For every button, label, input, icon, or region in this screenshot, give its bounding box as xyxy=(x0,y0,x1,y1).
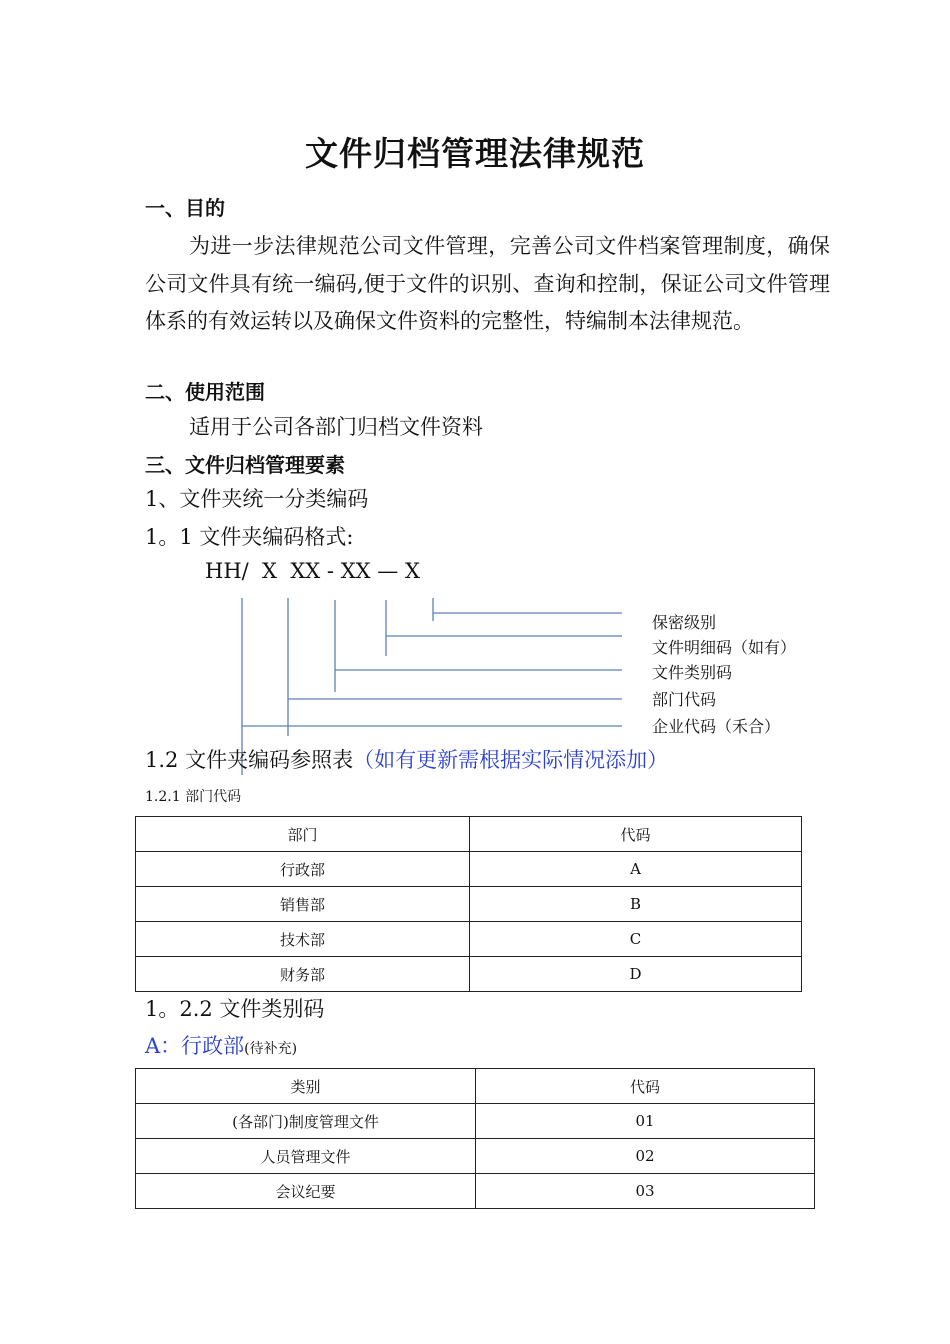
table-header-cell: 代码 xyxy=(470,817,802,852)
table-cell: A xyxy=(470,852,802,887)
table-cell: 行政部 xyxy=(136,852,470,887)
document-title: 文件归档管理法律规范 xyxy=(305,134,645,173)
label-enterprise-code: 企业代码（禾合） xyxy=(652,717,781,736)
subsection-1-1-heading: 1。1 文件夹编码格式: xyxy=(145,525,354,549)
subsection-1-2-2-heading: 1。2.2 文件类别码 xyxy=(145,997,325,1021)
table-header-row xyxy=(136,817,802,852)
table-row xyxy=(136,887,802,922)
department-code-table xyxy=(135,816,802,992)
category-prefix: A： xyxy=(145,1034,182,1058)
subsection-1-2-note: （如有更新需根据实际情况添加） xyxy=(353,748,669,772)
subsection-1-2-heading xyxy=(145,744,668,774)
label-category-code: 文件类别码 xyxy=(652,663,733,682)
category-code-table xyxy=(135,1068,815,1209)
section-1-heading: 一、目的 xyxy=(145,196,225,220)
table-cell: (各部门)制度管理文件 xyxy=(136,1104,476,1139)
section-2-body: 适用于公司各部门归档文件资料 xyxy=(189,415,483,439)
table-cell: D xyxy=(470,957,802,992)
table-cell: 销售部 xyxy=(136,887,470,922)
subsection-1-2-1-heading: 1.2.1 部门代码 xyxy=(145,789,242,805)
category-department: 行政部 xyxy=(181,1034,245,1058)
category-department-line xyxy=(145,1030,297,1060)
section-1-body: 为进一步法律规范公司文件管理，完善公司文件档案管理制度，确保公司文件具有统一编码,便于文件的识别、查询和控制，保证公司文件管理体系的有效运转以及确保文件资料的完整性，特编制本法律规范。 xyxy=(145,234,830,333)
table-cell: 财务部 xyxy=(136,957,470,992)
table-cell: 01 xyxy=(476,1104,815,1139)
table-header-cell: 类别 xyxy=(136,1069,476,1104)
table-row xyxy=(136,852,802,887)
category-note: (待补充) xyxy=(244,1041,298,1057)
table-row xyxy=(136,1139,815,1174)
table-row xyxy=(136,922,802,957)
table-header-row xyxy=(136,1069,815,1104)
table-cell: 技术部 xyxy=(136,922,470,957)
table-row xyxy=(136,957,802,992)
subsection-1-heading: 1、文件夹统一分类编码 xyxy=(145,487,369,511)
section-3-heading: 三、文件归档管理要素 xyxy=(145,453,345,477)
table-row xyxy=(136,1104,815,1139)
label-security-level: 保密级别 xyxy=(652,613,717,632)
table-cell: 03 xyxy=(476,1174,815,1209)
table-row xyxy=(136,1174,815,1209)
table-cell: 人员管理文件 xyxy=(136,1139,476,1174)
table-cell: 02 xyxy=(476,1139,815,1174)
label-detail-code: 文件明细码（如有） xyxy=(652,638,797,657)
table-cell: C xyxy=(470,922,802,957)
subsection-1-2-title: 1.2 文件夹编码参照表 xyxy=(145,748,354,772)
label-department-code: 部门代码 xyxy=(652,690,717,709)
section-2-heading: 二、使用范围 xyxy=(145,380,265,404)
table-header-cell: 部门 xyxy=(136,817,470,852)
table-cell: 会议纪要 xyxy=(136,1174,476,1209)
table-cell: B xyxy=(470,887,802,922)
code-format: HH/ X XX - XX — X xyxy=(205,559,420,583)
table-header-cell: 代码 xyxy=(476,1069,815,1104)
